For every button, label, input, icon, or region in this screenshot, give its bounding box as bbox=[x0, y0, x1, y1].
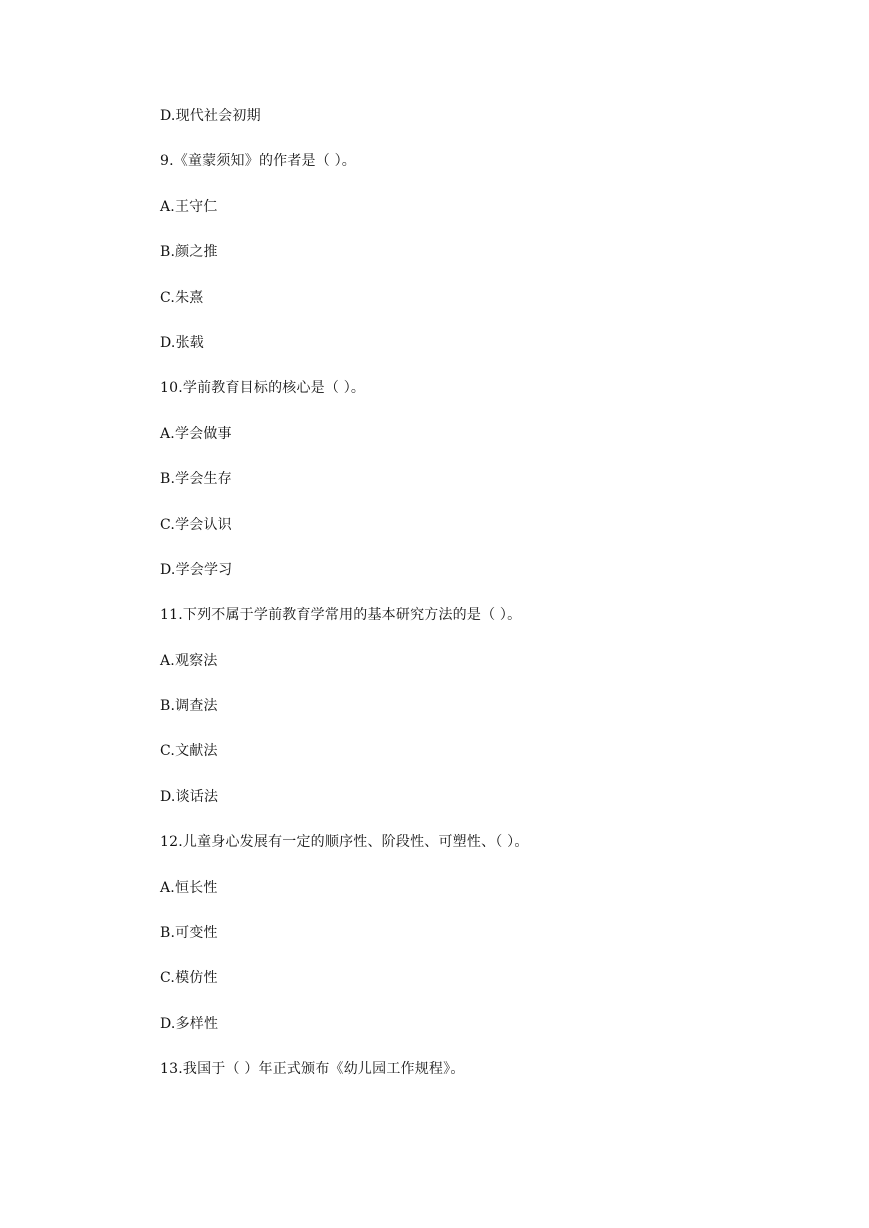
option-d-q10: D.学会学习 bbox=[160, 561, 233, 578]
option-b-q12: B.可变性 bbox=[160, 925, 218, 942]
option-d-q11: D.谈话法 bbox=[160, 788, 219, 805]
option-a-q10: A.学会做事 bbox=[160, 425, 232, 442]
option-b-q10: B.学会生存 bbox=[160, 471, 232, 488]
question-list bbox=[160, 104, 800, 1103]
option-d-q9: D.张载 bbox=[160, 334, 204, 351]
question-13: 13.我国于（ ）年正式颁布《幼儿园工作规程》。 bbox=[160, 1061, 465, 1078]
option-b-q9: B.颜之推 bbox=[160, 244, 218, 261]
option-d-q8: D.现代社会初期 bbox=[160, 108, 261, 124]
question-11: 11.下列不属于学前教育学常用的基本研究方法的是（ ）。 bbox=[160, 607, 522, 624]
question-12: 12.儿童身心发展有一定的顺序性、阶段性、可塑性、（ ）。 bbox=[160, 834, 529, 851]
option-c-q11: C.文献法 bbox=[160, 743, 218, 760]
option-a-q9: A.王守仁 bbox=[160, 198, 218, 215]
option-c-q10: C.学会认识 bbox=[160, 516, 232, 533]
question-10: 10.学前教育目标的核心是（ ）。 bbox=[160, 380, 366, 397]
option-a-q12: A.恒长性 bbox=[160, 879, 218, 896]
option-c-q9: C.朱熹 bbox=[160, 289, 204, 306]
question-9: 9.《童蒙须知》的作者是（ ）。 bbox=[160, 153, 357, 170]
option-d-q12: D.多样性 bbox=[160, 1015, 219, 1032]
option-c-q12: C.模仿性 bbox=[160, 970, 218, 987]
option-b-q11: B.调查法 bbox=[160, 698, 218, 715]
option-a-q11: A.观察法 bbox=[160, 652, 218, 669]
